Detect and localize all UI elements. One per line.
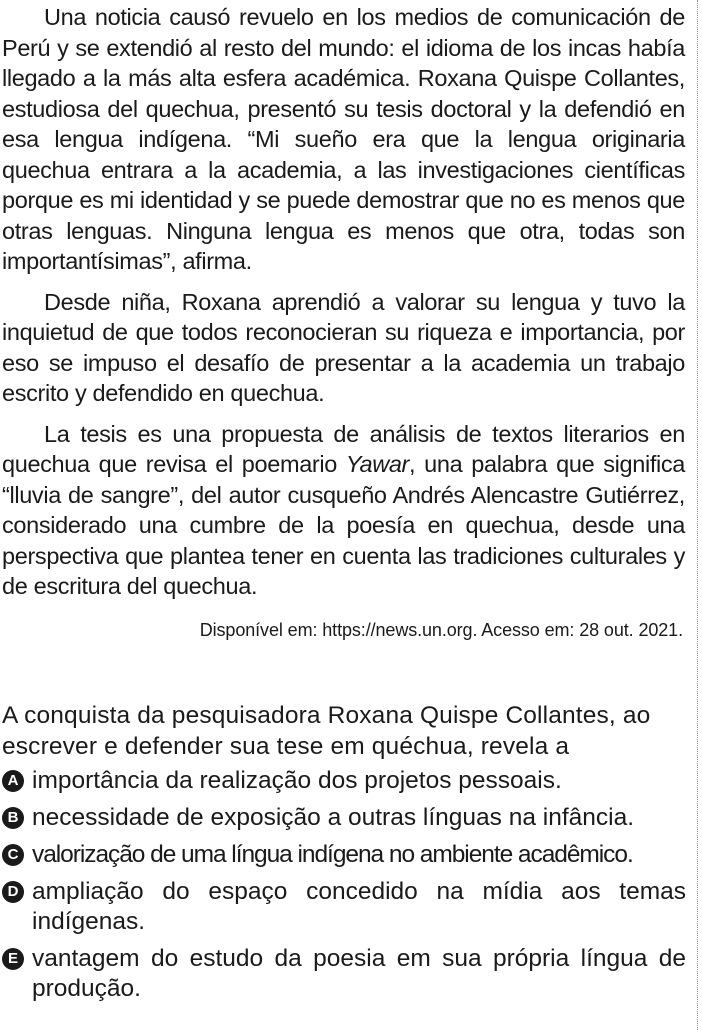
option-d-text: ampliação do espaço concedido na mídia aos temas indígenas. (32, 878, 686, 935)
option-c[interactable] (2, 840, 686, 870)
option-d[interactable] (2, 877, 686, 937)
option-c-letter-icon: C (2, 844, 24, 866)
option-b-text: necessidade de exposição a outras línguas na infância. (32, 804, 635, 831)
question-stem: A conquista da pesquisadora Roxana Quispe Collantes, ao escrever e defender sua tese em quéchua, revela a (2, 702, 651, 760)
option-d-letter-icon: D (2, 881, 24, 903)
option-e-letter-icon: E (2, 948, 24, 970)
article-paragraph-1: Una noticia causó revuelo en los medios de comunicación de Perú y se extendió al resto del mundo: el idioma de los incas había llegado a la más alta esfera académica. Roxana Quispe Collantes, estudiosa del quechua, presentó su tesis doctoral y la defendió en esa lengua indígena. “Mi sueño era que la lengua originaria quechua entrara a la academia, a las investigaciones científicas porque es mi identidad y se puede demostrar que no es menos que otras lenguas. Ninguna lengua es menos que otra, todas son importantísimas”, afirma. (2, 4, 685, 274)
article-paragraph-3 (2, 419, 685, 602)
paragraph-3-end: , una palabra que significa “lluvia de sangre”, del autor cusqueño Andrés Alencastre Gutiérrez, considerado una cumbre de la poesía en quechua, desde una perspectiva que plantea tener en cuenta las tradiciones culturales y de escritura del quechua. (2, 451, 685, 599)
option-a[interactable] (2, 766, 686, 796)
option-a-letter-icon: A (2, 770, 24, 792)
option-a-text: importância da realização dos projetos pessoais. (32, 767, 562, 794)
article-text (2, 2, 685, 642)
option-c-text: valorização de uma língua indígena no ambiente acadêmico. (32, 841, 633, 868)
option-b[interactable] (2, 803, 686, 833)
article-paragraph-2: Desde niña, Roxana aprendió a valorar su lengua y tuvo la inquietud de que todos reconocieran su riqueza e importancia, por eso se impuso el desafío de presentar a la academia un trabajo escrito y defendido en quechua. (2, 288, 685, 406)
paragraph-3-start: La tesis es una propuesta de análisis de textos literarios en quechua que revisa el poemario (2, 420, 685, 477)
option-b-letter-icon: B (2, 807, 24, 829)
option-e-text: vantagem do estudo da poesia em sua própria língua de produção. (32, 945, 686, 1002)
poem-title: Yawar (345, 451, 410, 477)
question-block (2, 700, 686, 1011)
option-e[interactable] (2, 944, 686, 1004)
article-source: Disponível em: https://news.un.org. Acesso em: 28 out. 2021. (199, 619, 683, 640)
page-margin-rule (697, 0, 698, 1030)
